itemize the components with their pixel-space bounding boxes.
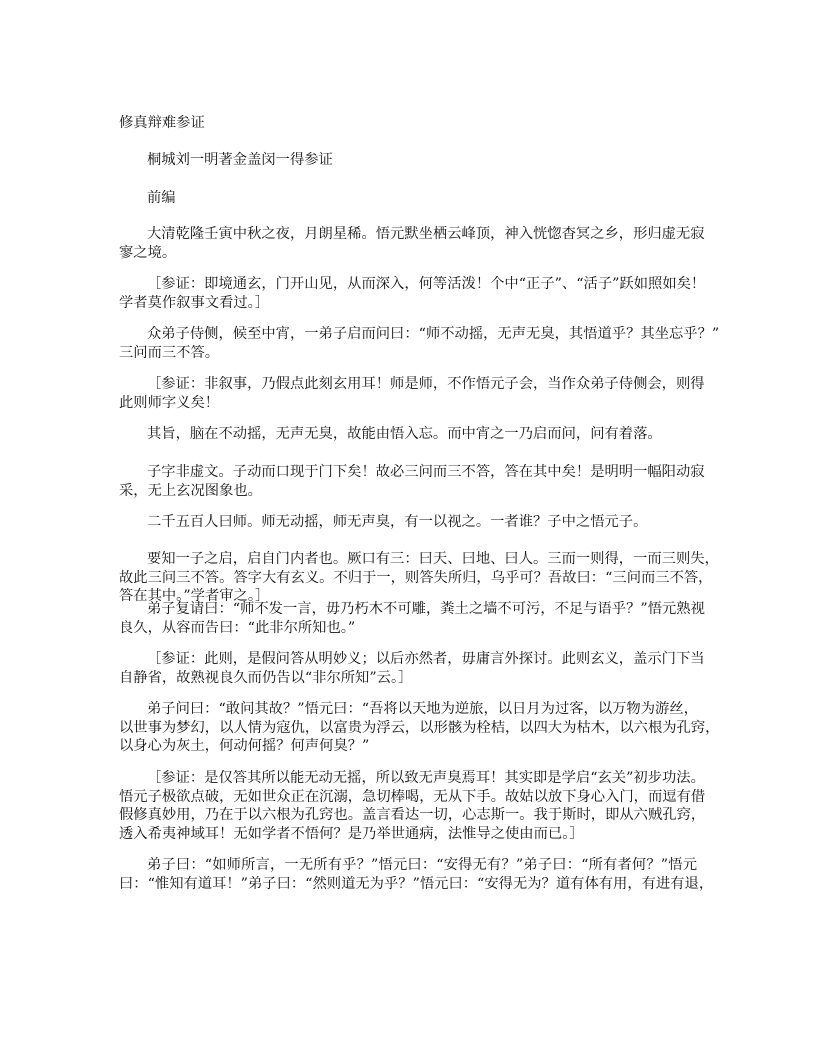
paragraph-line: 二千五百人曰师。师无动摇，师无声臭，有一以视之。一者谁？子中之悟元子。 — [147, 514, 648, 530]
paragraph-line: 以世事为梦幻，以人情为寇仇，以富贵为浮云，以形骸为栓桔，以四大为枯木，以六根为孔窍， — [119, 719, 720, 736]
paragraph-line: 学者莫作叙事文看过。］ — [119, 294, 270, 311]
author-line: 桐城刘一明著金盖闵一得参证 — [147, 152, 333, 168]
paragraph-line: 自静省，故熟视良久而仍告以“非尔所知”云。］ — [119, 669, 413, 686]
paragraph-line: 以身心为灰土，何动何摇？何声何臭？” — [119, 738, 370, 755]
paragraph-line: 透入希夷神域耳！无如学者不悟何？是乃举世通病，法惟导之使由而已。］ — [119, 826, 584, 843]
paragraph-line: 三问而三不答。 — [119, 344, 220, 361]
section-heading: 前编 — [147, 190, 176, 206]
paragraph-line: 大清乾隆壬寅中秋之夜，月朗星稀。悟元默坐栖云峰顶，神入恍惚杳冥之乡，形归虚无寂 — [147, 226, 705, 242]
paragraph-line: 众弟子侍侧，候至中宵，一弟子启而问曰：“师不动摇，无声无臭，其悟道乎？其坐忘乎？” — [147, 326, 720, 342]
paragraph-line: 子字非虚文。子动而口现于门下矣！故必三问而三不答，答在其中矣！是明明一幅阳动寂 — [147, 464, 705, 480]
paragraph-line: 曰：“惟知有道耳！”弟子曰：“然则道无为乎？”悟元曰：“安得无为？道有体有用，有进有退， — [119, 875, 714, 892]
paragraph-line: 弟子复请曰：“师不发一言，毋乃朽木不可雕，粪土之墙不可污，不足与语乎？”悟元熟视 — [147, 601, 705, 617]
paragraph-line: ［参证：此则，是假问答从明妙义；以后亦然者，毋庸言外探讨。此则玄义，盖示门下当 — [147, 651, 705, 667]
document-title: 修真辩难参证 — [119, 115, 205, 131]
paragraph-line: ［参证：非叙事，乃假点此刻玄用耳！师是师，不作悟元子会，当作众弟子侍侧会，则得 — [147, 376, 705, 392]
paragraph-line: 弟子问曰：“敢问其故？”悟元曰：“吾将以天地为逆旅，以日月为过客，以万物为游丝， — [147, 701, 698, 717]
paragraph-line: 此则师字义矣！ — [119, 394, 220, 411]
paragraph-line: 答在其中。”学者审之。］ — [119, 588, 270, 605]
paragraph-line: ［参证：是仅答其所以能无动无摇，所以致无声臭焉耳！其实即是学启“玄关”初步功法。 — [147, 770, 705, 786]
paragraph-line: ［参证：即境通玄，门开山见，从而深入，何等活泼！个中“正子”、“活子”跃如照如矣！ — [147, 276, 706, 292]
paragraph-line: 假修真妙用，乃在于以六根为孔窍也。盖言看达一切，心志斯一。我于斯时，即从六贼孔窍， — [119, 807, 706, 824]
paragraph-line: 良久，从容而告曰：“此非尔所知也。” — [119, 619, 356, 636]
paragraph-line: 悟元子极欲点破，无如世众正在沉溺，急切棒喝，无从下手。故姑以放下身心入门，而逗有借 — [119, 788, 706, 805]
paragraph-line: 故此三问三不答。答字大有玄义。不归于一，则答失所归，乌乎可？吾故曰：“三问而三不答， — [119, 569, 713, 586]
paragraph-line: 其旨，脑在不动摇，无声无臭，故能由悟入忘。而中宵之一乃启而问，问有着落。 — [147, 426, 662, 442]
paragraph-line: 寥之境。 — [119, 244, 177, 261]
paragraph-line: 弟子曰：“如师所言，一无所有乎？”悟元曰：“安得无有？”弟子曰：“所有者何？”悟元 — [147, 857, 697, 873]
paragraph-line: 要知一子之启，启自门内者也。厥口有三：曰天、曰地、曰人。三而一则得，一而三则失， — [147, 551, 719, 567]
paragraph-line: 采，无上玄况图象也。 — [119, 482, 262, 499]
